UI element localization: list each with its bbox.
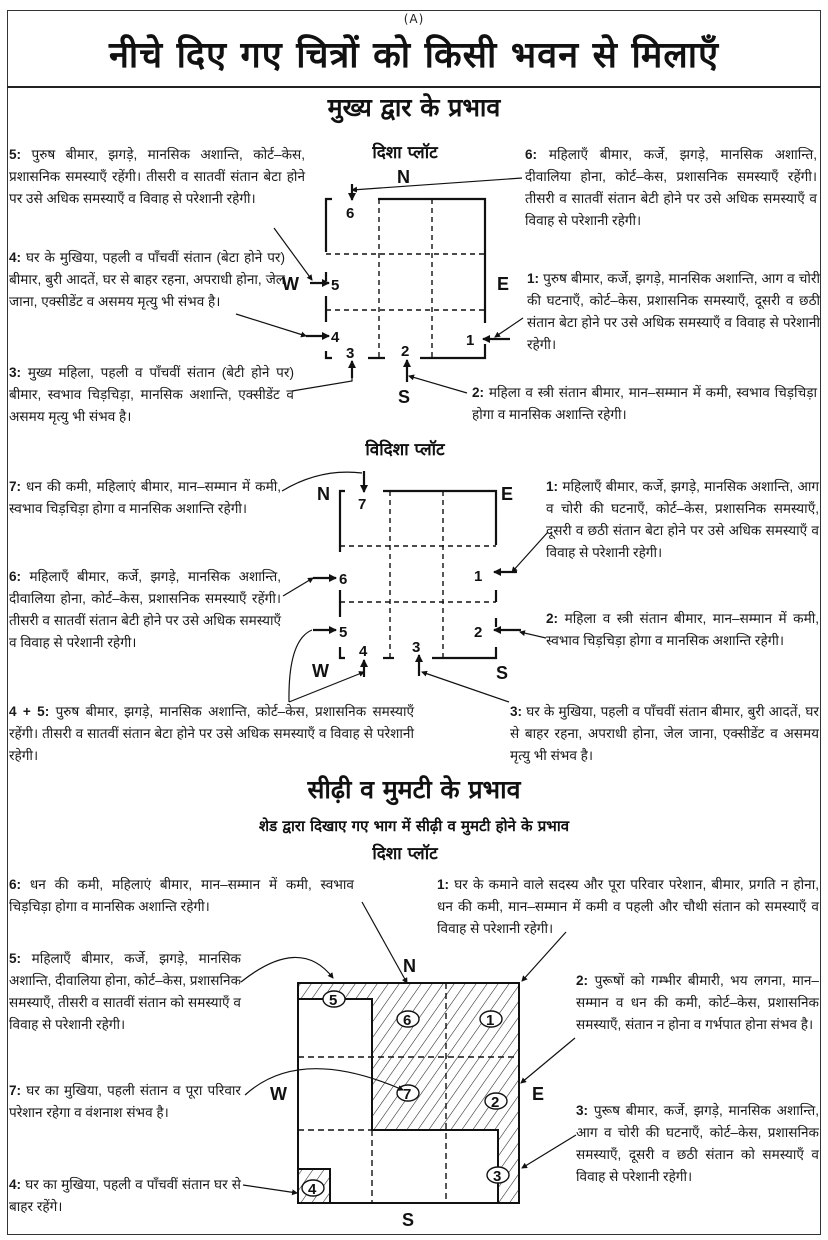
svg-text:2: 2: [491, 1094, 500, 1111]
note-stairs-2: 2: पुरूषों को गम्भीर बीमारी, भय लगना, मान–सम्मान व धन की कमी, कोर्ट–केस, प्रशासनिक समस्याएँ, संतान न होना व गर्भपात होना संभव है।: [576, 973, 819, 1032]
sheet-label: (A): [403, 12, 425, 26]
svg-text:5: 5: [331, 277, 340, 294]
note-disha-6: 6: महिलाएँ बीमार, कर्जे, झगड़े, मानसिक अशान्ति, दीवालिया होना, कोर्ट–केस, प्रशासनिक समस्याएँ रहेंगी। तीसरी व सातवीं संतान बेटी होने पर उसे अधिक समस्याएँ व विवाह से परेशानी रहेगी।: [525, 147, 817, 228]
note-vidisha-4-5: 4 + 5: पुरुष बीमार, झगड़े, मानसिक अशान्ति, कोर्ट–केस, प्रशासनिक समस्याएँ रहेंगी। तीसरी व सातवीं संतान बेटा होने पर उसे अधिक समस्याएँ व विवाह से परेशानी रहेगी।: [9, 704, 415, 763]
dir-e: E: [501, 484, 514, 504]
section-subtitle-stairs: शेड द्वारा दिखाए गए भाग में सीढ़ी व मुमटी होने के प्रभाव: [258, 817, 570, 835]
svg-text:2: 2: [401, 343, 410, 360]
dir-n: N: [403, 956, 416, 976]
note-stairs-3: 3: पुरूष बीमार, कर्जे, झगड़े, मानसिक अशान्ति, आग व चोरी की घटनाएँ, कोर्ट–केस, प्रशासनिक समस्याएँ, दूसरी व छठी संतान को समस्याएँ व विवाह से परेशानी रहेगी।: [576, 1103, 819, 1184]
note-stairs-5: 5: महिलाएँ बीमार, कर्जे, झगड़े, मानसिक अशान्ति, दीवालिया होना, कोर्ट–केस, प्रशासनिक समस्याएँ, तीसरी व सातवीं संतान को समस्याएँ व विवाह से परेशानी रहेगी।: [9, 951, 242, 1032]
svg-text:6: 6: [339, 571, 348, 588]
svg-text:4: 4: [308, 1181, 317, 1198]
svg-text:3: 3: [346, 345, 355, 362]
note-stairs-1: 1: घर के कमाने वाले सदस्य और पूरा परिवार परेशान, बीमार, प्रगति न होना, धन की कमी, मान–सम्मान में कमी व पहली और चौथी संतान को समस्याएँ व विवाह से परेशानी रहेगी।: [437, 877, 819, 936]
dir-s: S: [402, 1210, 415, 1230]
dir-s: S: [496, 663, 509, 683]
svg-text:5: 5: [339, 624, 348, 641]
svg-text:6: 6: [403, 1012, 412, 1029]
svg-text:7: 7: [403, 1086, 412, 1103]
note-disha-1: 1: पुरुष बीमार, कर्जे, झगड़े, मानसिक अशान्ति, आग व चोरी की घटनाएँ, कोर्ट–केस, प्रशासनिक समस्याएँ, दूसरी व छठी संतान बेटा होने पर उसे अधिक समस्याएँ व विवाह से परेशानी रहेगी।: [527, 271, 821, 352]
svg-text:2: 2: [474, 624, 483, 641]
note-stairs-6: 6: धन की कमी, महिलाएं बीमार, मान–सम्मान में कमी, स्वभाव चिड़चिड़ा होगा व मानसिक अशान्ति रहेगी।: [9, 877, 354, 914]
note-vidisha-3: 3: घर के मुखिया, पहली व पाँचवीं संतान बीमार, बुरी आदतें, घर से बाहर रहना, अपराधी होना, जेल जाना, एक्सीडेंट व असमय मृत्यु भी संभव है।: [510, 704, 819, 763]
svg-text:4: 4: [359, 643, 368, 660]
svg-text:3: 3: [412, 639, 421, 656]
dir-w: W: [270, 1084, 287, 1104]
note-disha-4: 4: घर के मुखिया, पहली व पाँचवीं संतान (बेटा होने पर) बीमार, बुरी आदतें, घर से बाहर रहना, अपराधी होना, जेल जाना, एक्सीडेंट व असमय मृत्यु भी संभव है।: [9, 250, 286, 309]
note-vidisha-2: 2: महिला व स्त्री संतान बीमार, मान–सम्मान में कमी, स्वभाव चिड़चिड़ा होगा व मानसिक अशान्ति रहेगी।: [546, 611, 819, 648]
disha-plot-diagram: [236, 167, 523, 407]
note-stairs-7: 7: घर का मुखिया, पहली संतान व पूरा परिवार परेशान रहेगा व वंशनाश संभव है।: [9, 1083, 241, 1120]
dir-w: W: [312, 661, 329, 681]
vidisha-plot-title: विदिशा प्लॉट: [365, 440, 445, 460]
note-disha-5: 5: पुरुष बीमार, झगड़े, मानसिक अशान्ति, कोर्ट–केस, प्रशासनिक समस्याएँ रहेंगी। तीसरी व सातवीं संतान बेटा होने पर उसे अधिक समस्याएँ व विवाह से परेशानी रहेगी।: [9, 147, 305, 206]
svg-text:1: 1: [474, 568, 483, 585]
vidisha-plot-diagram: [282, 471, 548, 702]
dir-w: W: [282, 274, 299, 294]
stairs-disha-plot-title: दिशा प्लॉट: [372, 844, 438, 864]
svg-text:6: 6: [346, 205, 355, 222]
dir-n: N: [317, 484, 330, 504]
svg-text:1: 1: [486, 1012, 495, 1029]
dir-e: E: [532, 1084, 545, 1104]
section-title-main-door: मुख्य द्वार के प्रभाव: [327, 93, 501, 122]
stairs-plot-diagram: [241, 902, 576, 1230]
note-stairs-4: 4: घर का मुखिया, पहली व पाँचवीं संतान घर से बाहर रहेंगे।: [9, 1177, 242, 1214]
section-title-stairs: सीढ़ी व मुमटी के प्रभाव: [307, 775, 521, 804]
dir-n: N: [397, 167, 410, 187]
svg-text:1: 1: [466, 332, 475, 349]
dir-e: E: [497, 274, 510, 294]
svg-text:4: 4: [331, 329, 340, 346]
note-disha-2: 2: महिला व स्त्री संतान बीमार, मान–सम्मान में कमी, स्वभाव चिड़चिड़ा होगा व मानसिक अशान्ति रहेगी।: [472, 385, 817, 422]
note-vidisha-7: 7: धन की कमी, महिलाएं बीमार, मान–सम्मान में कमी, स्वभाव चिड़चिड़ा होगा व मानसिक अशान्ति रहेगी।: [9, 479, 281, 516]
note-vidisha-6: 6: महिलाएँ बीमार, कर्जे, झगड़े, मानसिक अशान्ति, दीवालिया होना, कोर्ट–केस, प्रशासनिक समस्याएँ रहेंगी। तीसरी व सातवीं संतान बेटी होने पर उसे अधिक समस्याएँ व विवाह से परेशानी रहेगी।: [9, 569, 281, 650]
main-title: नीचे दिए गए चित्रों को किसी भवन से मिलाएँ: [108, 35, 720, 76]
note-vidisha-1: 1: महिलाएँ बीमार, कर्जे, झगड़े, मानसिक अशान्ति, आग व चोरी की घटनाएँ, कोर्ट–केस, प्रशासनिक समस्याएँ, दूसरी व छठी संतान बेटा होने पर उसे अधिक समस्याएँ व विवाह से परेशानी रहेगी।: [546, 479, 819, 560]
svg-text:3: 3: [493, 1168, 502, 1185]
disha-plot-title: दिशा प्लॉट: [372, 143, 438, 163]
dir-s: S: [398, 387, 411, 407]
note-disha-3: 3: मुख्य महिला, पहली व पाँचवीं संतान (बेटी होने पर) बीमार, स्वभाव चिड़चिड़ा, मानसिक अशान्ति, एक्सीडेंट व असमय मृत्यु भी संभव है।: [9, 365, 294, 424]
svg-text:5: 5: [329, 992, 338, 1009]
svg-text:7: 7: [358, 496, 367, 513]
